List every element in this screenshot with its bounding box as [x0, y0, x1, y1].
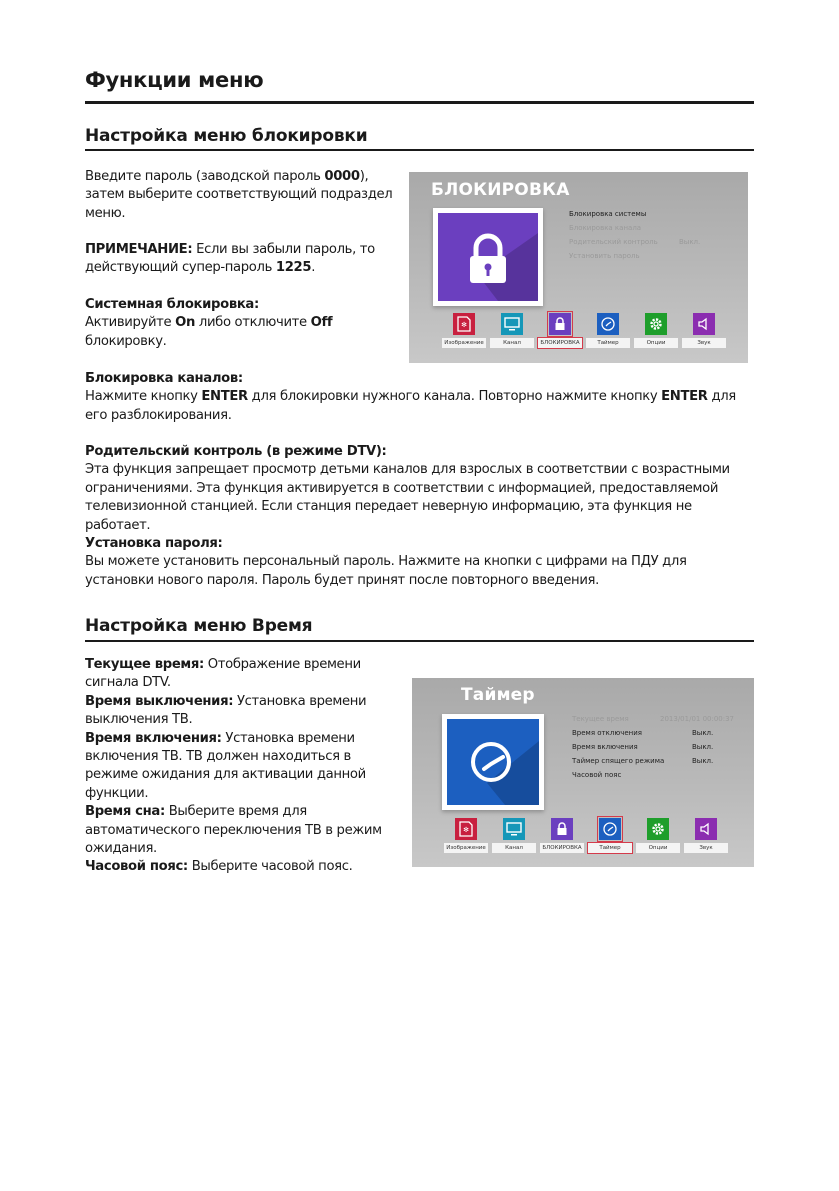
lock-menu-list[interactable]	[569, 207, 709, 263]
speaker-icon	[697, 317, 711, 331]
parental-control-heading: Родительский контроль (в режиме DTV):	[85, 444, 387, 459]
tile-image[interactable]: ✻ Изображение	[443, 818, 489, 853]
timer-big-tile	[442, 714, 544, 810]
parental-control-block: Родительский контроль (в режиме DTV): Эта функция запрещает просмотр детьми каналов для взрослых в соответствии с возрастными ограничениями. Эта функция активируется в соответствии с информацией, предоставляемой телевизионной станцией. Если станция передает неверную информацию, эта функция не работает.	[85, 444, 730, 533]
timer-menu-item[interactable]: Часовой пояс	[572, 771, 622, 779]
lock-screen-title: БЛОКИРОВКА	[431, 180, 570, 200]
system-lock-block: Системная блокировка: Активируйте On либо отключите Off блокировку.	[85, 297, 333, 349]
channel-lock-block: Блокировка каналов: Нажмите кнопку ENTER для блокировки нужного канала. Повторно нажмите кнопку ENTER для его разблокирования.	[85, 371, 736, 423]
lock-tile-bar	[441, 313, 729, 348]
page-title: Функции меню	[85, 68, 264, 92]
timer-menu-item[interactable]: Время включения Выкл.	[572, 743, 714, 751]
image-icon	[457, 316, 471, 332]
tile-timer[interactable]: Таймер	[587, 818, 633, 853]
lock-menu-item[interactable]: Родительский контроль Выкл.	[569, 238, 701, 246]
tile-lock[interactable]: БЛОКИРОВКА	[537, 313, 583, 348]
tile-channel[interactable]: Канал	[491, 818, 537, 853]
image-icon	[459, 821, 473, 837]
monitor-icon	[506, 822, 522, 836]
lock-big-tile	[433, 208, 543, 306]
lock-icon	[556, 822, 568, 836]
password-block: Установка пароля: Вы можете установить персональный пароль. Нажмите на кнопки с цифрами на ПДУ для установки нового пароля. Пароль будет принят после повторного введения.	[85, 536, 687, 588]
lock-menu-item[interactable]: Блокировка системы	[569, 210, 647, 218]
lock-menu-item[interactable]: Блокировка канала	[569, 224, 642, 232]
tile-image[interactable]: ✻ Изображение	[441, 313, 487, 348]
clock-icon	[600, 316, 616, 332]
tile-sound[interactable]: Звук	[683, 818, 729, 853]
lock-section-rule	[85, 149, 754, 151]
lock-icon	[438, 213, 538, 301]
time-section-heading: Настройка меню Время	[85, 616, 313, 636]
lock-menu-screenshot	[409, 172, 748, 363]
timer-menu-screenshot	[412, 678, 754, 867]
timer-menu-header: Текущее время 2013/01/01 00:00:37	[572, 715, 735, 723]
title-rule	[85, 101, 754, 104]
lock-note: ПРИМЕЧАНИЕ: Если вы забыли пароль, то действующий супер-пароль 1225.	[85, 242, 375, 276]
lock-intro: Введите пароль (заводской пароль 0000), затем выберите соответствующий подраздел меню.	[85, 169, 393, 221]
channel-lock-heading: Блокировка каналов:	[85, 371, 243, 386]
speaker-icon	[699, 822, 713, 836]
clock-icon	[602, 821, 618, 837]
gear-icon	[648, 316, 664, 332]
timer-screen-title: Таймер	[461, 685, 535, 705]
tile-lock[interactable]: БЛОКИРОВКА	[539, 818, 585, 853]
tile-timer[interactable]: Таймер	[585, 313, 631, 348]
tile-channel[interactable]: Канал	[489, 313, 535, 348]
svg-text:✻: ✻	[461, 321, 467, 329]
time-section-rule	[85, 640, 754, 642]
timer-menu-list[interactable]	[572, 712, 735, 782]
tile-sound[interactable]: Звук	[681, 313, 727, 348]
timer-menu-item[interactable]: Время отключения Выкл.	[572, 729, 714, 737]
timer-menu-item[interactable]: Таймер спящего режима Выкл.	[572, 757, 714, 765]
svg-text:✻: ✻	[463, 826, 469, 834]
clock-icon	[447, 719, 539, 805]
timer-tile-bar	[443, 818, 731, 853]
tile-options[interactable]: Опции	[633, 313, 679, 348]
lock-section-heading: Настройка меню блокировки	[85, 126, 368, 146]
time-description: Текущее время: Отображение времени сигнала DTV. Время выключения: Установка времени выключения ТВ. Время включения: Установка времени включения ТВ. ТВ должен находиться в режиме ожидания для активации данной функции. Время сна: Выберите время для автоматического переключения ТВ в режим ожидания. Часовой пояс: Выберите часовой пояс.	[85, 657, 382, 875]
tile-options[interactable]: Опции	[635, 818, 681, 853]
lock-menu-item[interactable]: Установить пароль	[569, 252, 640, 260]
gear-icon	[650, 821, 666, 837]
password-heading: Установка пароля:	[85, 536, 223, 551]
monitor-icon	[504, 317, 520, 331]
system-lock-heading: Системная блокировка:	[85, 297, 259, 312]
lock-icon	[554, 317, 566, 331]
